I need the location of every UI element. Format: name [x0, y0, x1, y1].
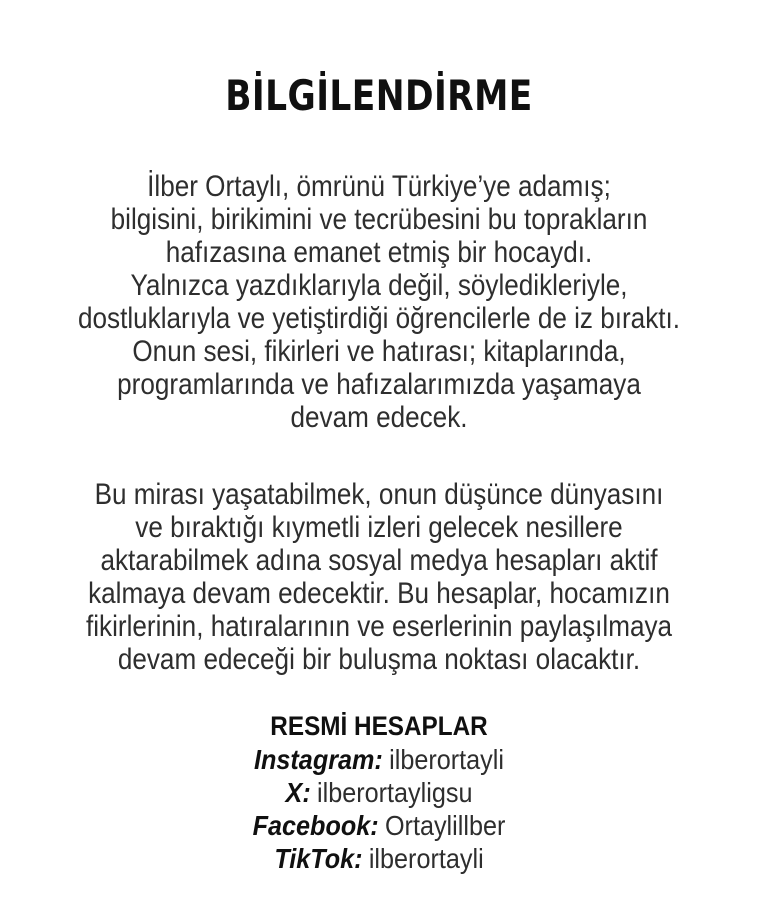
account-platform-label: X: [285, 777, 311, 808]
account-handle: ilberortayli [368, 843, 484, 874]
paragraph-line: aktarabilmek adına sosyal medya hesapları aktif [100, 544, 658, 577]
account-row [38, 842, 720, 875]
account-handle: Ortaylillber [384, 810, 506, 841]
paragraph-line: Bu mirası yaşatabilmek, onun düşünce dünyasını [94, 478, 664, 511]
accounts-list [0, 743, 758, 875]
account-row [38, 809, 720, 842]
paragraph-line: Onun sesi, fikirleri ve hatırası; kitaplarında, [132, 335, 626, 368]
account-handle: ilberortayligsu [317, 777, 473, 808]
paragraph-line: İlber Ortaylı, ömrünü Türkiye’ye adamış; [147, 170, 611, 203]
accounts-heading: RESMİ HESAPLAR [270, 711, 488, 741]
paragraph-line: hafızasına emanet etmiş bir hocaydı. [165, 236, 593, 269]
paragraph-line: programlarında ve hafızalarımızda yaşamaya [117, 368, 641, 401]
page-title: BİLGİLENDİRME [225, 71, 533, 120]
account-platform-label: TikTok: [274, 843, 363, 874]
paragraph-line: fikirlerinin, hatıralarının ve eserlerinin paylaşılmaya [85, 610, 673, 643]
paragraph-line: devam edeceği bir buluşma noktası olacaktır. [117, 643, 641, 676]
legacy-paragraph [0, 478, 758, 676]
account-row [38, 743, 720, 776]
account-handle: ilberortayli [389, 744, 504, 775]
paragraph-line: ve bıraktığı kıymetli izleri gelecek nesillere [135, 511, 623, 544]
intro-paragraph [0, 170, 758, 434]
paragraph-line: devam edecek. [290, 401, 468, 434]
account-row [38, 776, 720, 809]
paragraph-line: bilgisini, birikimini ve tecrübesini bu toprakların [110, 203, 648, 236]
account-platform-label: Facebook: [252, 810, 379, 841]
account-platform-label: Instagram: [253, 744, 383, 775]
official-accounts-section [0, 710, 758, 875]
paragraph-line: kalmaya devam edecektir. Bu hesaplar, hocamızın [88, 577, 670, 610]
paragraph-line: Yalnızca yazdıklarıyla değil, söyledikleriyle, [130, 269, 628, 302]
paragraph-line: dostluklarıyla ve yetiştirdiği öğrencilerle de iz bıraktı. [77, 302, 681, 335]
